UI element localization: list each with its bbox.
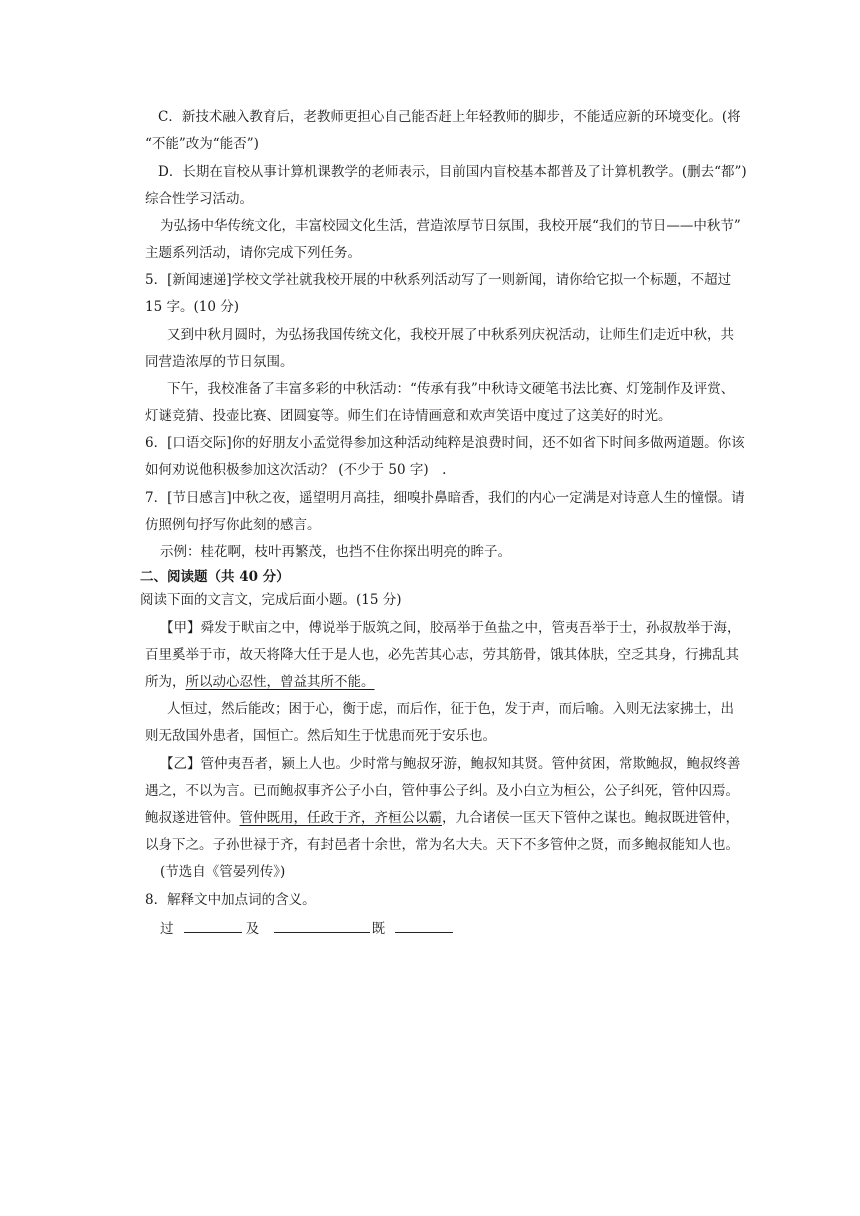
activity-intro-line1: 为弘扬中华传统文化，丰富校园文化生活，营造浓厚节日氛围，我校开展“我们的节日——中秋节” <box>160 218 741 234</box>
question-6-line2: 如何劝说他积极参加这次活动？ (不少于 50 字) . <box>145 462 447 478</box>
activity-intro-line2: 主题系列活动，请你完成下列任务。 <box>145 245 361 261</box>
word-ji-reach: 及 <box>245 921 260 937</box>
text-jia-line3 <box>145 673 375 691</box>
text-jia-line5: 则无敌国外患者，国恒亡。然后知生于忧患而死于安乐也。 <box>145 728 496 744</box>
text-yi-line3-start: 鲍叔遂进管仲。 <box>145 810 240 826</box>
option-c-line1: C．新技术融入教育后，老教师更担心自己能否赶上年轻教师的脚步，不能适应新的环境变化。(将 <box>158 109 741 125</box>
option-d-line: D．长期在盲校从事计算机课教学的老师表示，目前国内盲校基本都普及了计算机教学。(删去“都”) <box>158 164 747 180</box>
text-yi-line3 <box>145 809 739 827</box>
question-6-line1: 6．[口语交际]你的好朋友小孟觉得参加这种活动纯粹是浪费时间，还不如省下时间多做两道题。你该 <box>145 435 745 451</box>
activity-heading: 综合性学习活动。 <box>145 191 253 207</box>
question-7-line1: 7．[节日感言]中秋之夜，遥望明月高挂，细嗅扑鼻暗香，我们的内心一定满是对诗意人生的憧憬。请 <box>145 490 745 506</box>
reading-instruction: 阅读下面的文言文，完成后面小题。(15 分) <box>140 592 402 608</box>
text-jia-line2: 百里奚举于市，故天将降大任于是人也，必先苦其心志，劳其筋骨，饿其体肤，空乏其身，行拂乱其 <box>145 647 739 663</box>
example-sentence: 示例：桂花啊，枝叶再繁茂，也挡不住你探出明亮的眸子。 <box>160 544 511 560</box>
section-2-heading: 二、阅读题（共 40 分） <box>140 569 290 585</box>
question-7-line2: 仿照例句抒写你此刻的感言。 <box>145 517 321 533</box>
text-yi-line1: 【乙】管仲夷吾者，颍上人也。少时常与鲍叔牙游，鲍叔知其贤。管仲贫困，常欺鲍叔，鲍叔终善 <box>160 756 741 772</box>
word-guo: 过 <box>160 921 174 937</box>
option-c-line2: “不能”改为“能否”) <box>145 136 259 152</box>
source-note: (节选自《管晏列传》) <box>160 864 286 880</box>
underlined-sentence-jia: 所以动心忍性，曾益其所不能。 <box>185 674 375 690</box>
news-para1-line2: 同营造浓厚的节日氛围。 <box>145 354 294 370</box>
question-8-answers <box>160 918 453 938</box>
question-8: 8．解释文中加点词的含义。 <box>145 892 316 908</box>
text-jia-line3-start: 所为， <box>145 674 186 690</box>
text-jia-line4: 人恒过，然后能改；困于心，衡于虑，而后作，征于色，发于声，而后喻。入则无法家拂士，出 <box>167 701 734 717</box>
answer-blank-ji-reach[interactable] <box>274 918 370 933</box>
answer-blank-guo[interactable] <box>184 918 242 933</box>
text-yi-line4: 以身下之。子孙世禄于齐，有封邑者十余世，常为名大夫。天下不多管仲之贤，而多鲍叔能知人也。 <box>145 837 739 853</box>
news-para1-line1: 又到中秋月圆时，为弘扬我国传统文化，我校开展了中秋系列庆祝活动，让师生们走近中秋，共 <box>167 327 734 343</box>
question-5-line2: 15 字。(10 分) <box>145 299 239 315</box>
news-para2-line2: 灯谜竞猜、投壶比赛、团圆宴等。师生们在诗情画意和欢声笑语中度过了这美好的时光。 <box>145 408 672 424</box>
text-yi-line2: 遇之，不以为言。已而鲍叔事齐公子小白，管仲事公子纠。及小白立为桓公，公子纠死，管仲囚焉。 <box>145 783 739 799</box>
word-ji-already: 既 <box>371 921 386 937</box>
text-jia-line1: 【甲】舜发于畎亩之中，傅说举于版筑之间，胶鬲举于鱼盐之中，管夷吾举于士，孙叔敖举于海， <box>160 620 741 636</box>
news-para2-line1: 下午，我校准备了丰富多彩的中秋活动：“传承有我”中秋诗文硬笔书法比赛、灯笼制作及评赏、 <box>167 381 735 397</box>
question-5-line1: 5．[新闻速递]学校文学社就我校开展的中秋系列活动写了一则新闻，请你给它拟一个标题，不超过 <box>145 272 732 288</box>
text-yi-line3-end: ，九合诸侯一匡天下管仲之谋也。鲍叔既进管仲， <box>442 810 739 826</box>
answer-blank-ji-already[interactable] <box>395 918 453 933</box>
underlined-sentence-yi: 管仲既用，任政于齐，齐桓公以霸 <box>239 810 442 826</box>
